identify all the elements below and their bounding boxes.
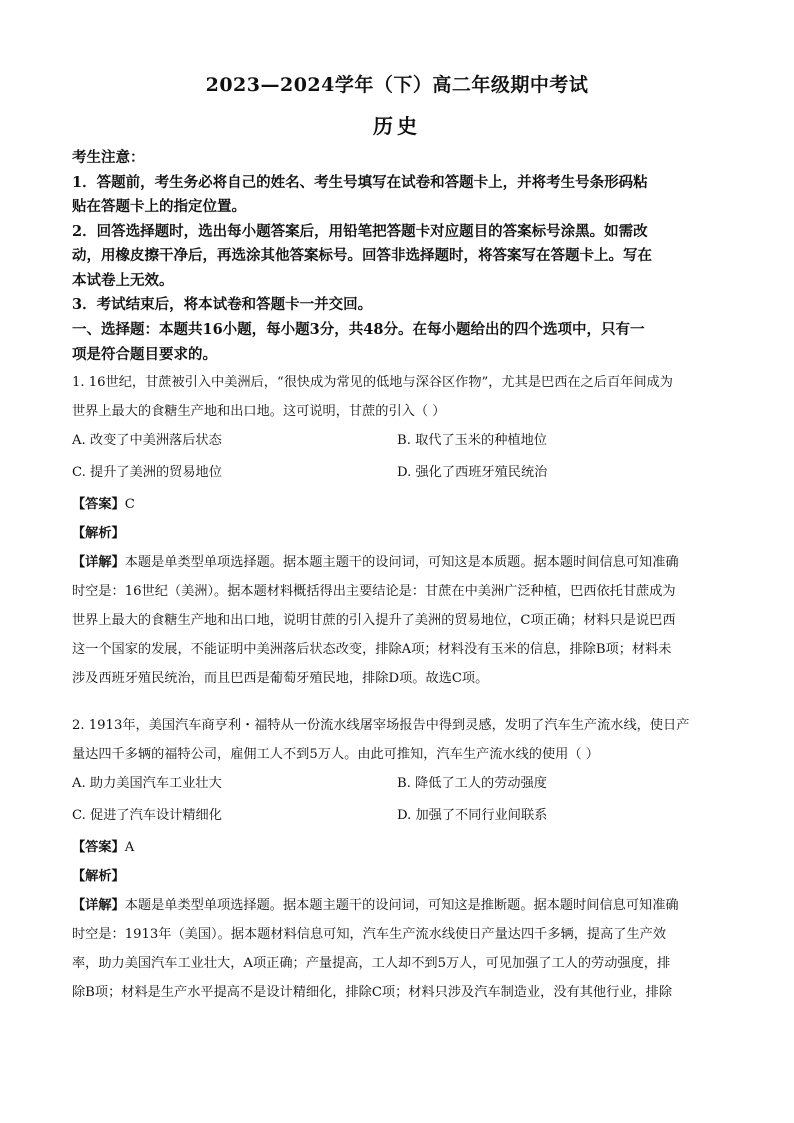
notice-line: 1．答题前，考生务必将自己的姓名、考生号填写在试卷和答题卡上，并将考生号条形码粘 (72, 173, 648, 191)
option-a: A. 改变了中美洲落后状态 (72, 433, 222, 448)
options (72, 769, 722, 833)
section-line: 一、选择题：本题共16小题，每小题3分，共48分。在每小题给出的四个选项中，只有一 (72, 321, 645, 338)
option-c: C. 提升了美洲的贸易地位 (72, 465, 222, 480)
notice-heading: 考生注意： (72, 149, 145, 166)
detail-line: 时空是：16世纪（美洲）。据本题材料概括得出主要结论是：甘蔗在中美洲广泛种植，巴西依托甘蔗成为 (72, 584, 676, 599)
subject-title: 历史 (373, 114, 421, 138)
option-d: D. 加强了不同行业间联系 (397, 808, 548, 823)
analysis-tag: 【解析】 (72, 526, 125, 541)
section-heading (72, 318, 722, 367)
option-b: B. 取代了玉米的种植地位 (397, 433, 547, 448)
detail-line: 涉及西班牙殖民统治，而且巴西是葡萄牙殖民地，排除D项。故选C项。 (72, 671, 489, 686)
question-stem: 1. 16世纪，甘蔗被引入中美洲后，“很快成为常见的低地与深谷区作物”，尤其是巴西在之后百年间成为 (72, 375, 673, 390)
notice-line: 3．考试结束后，将本试卷和答题卡一并交回。 (72, 296, 373, 313)
section-line: 项是符合题目要求的。 (72, 345, 217, 363)
exam-notice (72, 146, 722, 318)
notice-line: 贴在答题卡上的指定位置。 (72, 198, 246, 215)
option-a: A. 助力美国汽车工业壮大 (72, 776, 222, 791)
notice-line: 动，用橡皮擦干净后，再选涂其他答案标号。回答非选择题时，将答案写在答题卡上。写在 (72, 247, 652, 264)
options (72, 426, 722, 490)
option-d: D. 强化了西班牙殖民统治 (397, 465, 548, 480)
question-stem: 2. 1913年，美国汽车商亨利・福特从一份流水线屠宰场报告中得到灵感，发明了汽车生产流水线，使日产 (72, 718, 690, 733)
detail-line: 世界上最大的食糖生产地和出口地，说明甘蔗的引入提升了美洲的贸易地位，C项正确；材料只是说巴西 (72, 613, 676, 628)
answer (72, 833, 722, 862)
question-1 (72, 368, 722, 693)
answer (72, 490, 722, 519)
notice-line: 2．回答选择题时，选出每小题答案后，用铅笔把答题卡对应题目的答案标号涂黑。如需改 (72, 222, 648, 240)
answer-value: A (124, 840, 135, 855)
option-b: B. 降低了工人的劳动强度 (397, 776, 547, 791)
detail-line: 时空是：1913年（美国）。据本题材料信息可知，汽车生产流水线使日产量达四千多辆，提高了生产效 (72, 927, 667, 942)
detail-tag: 【详解】 (72, 555, 125, 570)
answer-tag: 【答案】 (72, 840, 125, 855)
notice-line: 本试卷上无效。 (72, 271, 174, 289)
answer-tag: 【答案】 (72, 497, 125, 512)
detail-line: 除B项；材料是生产水平提高不是设计精细化，排除C项；材料只涉及汽车制造业，没有其他行业，排除 (72, 985, 673, 1000)
detail-line: 【详解】本题是单类型单项选择题。据本题主题干的设问词，可知这是本质题。据本题时间信息可知准确 (72, 555, 679, 570)
detail-line: 这一个国家的发展，不能证明中美洲落后状态改变，排除A项；材料没有玉米的信息，排除B项；材料未 (72, 642, 672, 657)
detail-tag: 【详解】 (72, 898, 125, 913)
analysis-tag: 【解析】 (72, 869, 125, 884)
question-stem: 世界上最大的食糖生产地和出口地。这可说明，甘蔗的引入（ ） (72, 404, 446, 419)
option-c: C. 促进了汽车设计精细化 (72, 808, 222, 823)
detail-line: 率，助力美国汽车工业壮大，A项正确；产量提高，工人却不到5万人，可见加强了工人的劳动强度，排 (72, 956, 671, 971)
answer-value: C (124, 497, 135, 512)
exam-title: 2023—2024学年（下）高二年级期中考试 (205, 74, 589, 96)
question-stem: 量达四千多辆的福特公司，雇佣工人不到5万人。由此可推知，汽车生产流水线的使用（ ） (72, 747, 599, 762)
detail-line: 【详解】本题是单类型单项选择题。据本题主题干的设问词，可知这是推断题。据本题时间信息可知准确 (72, 898, 679, 913)
question-2 (72, 711, 722, 1007)
